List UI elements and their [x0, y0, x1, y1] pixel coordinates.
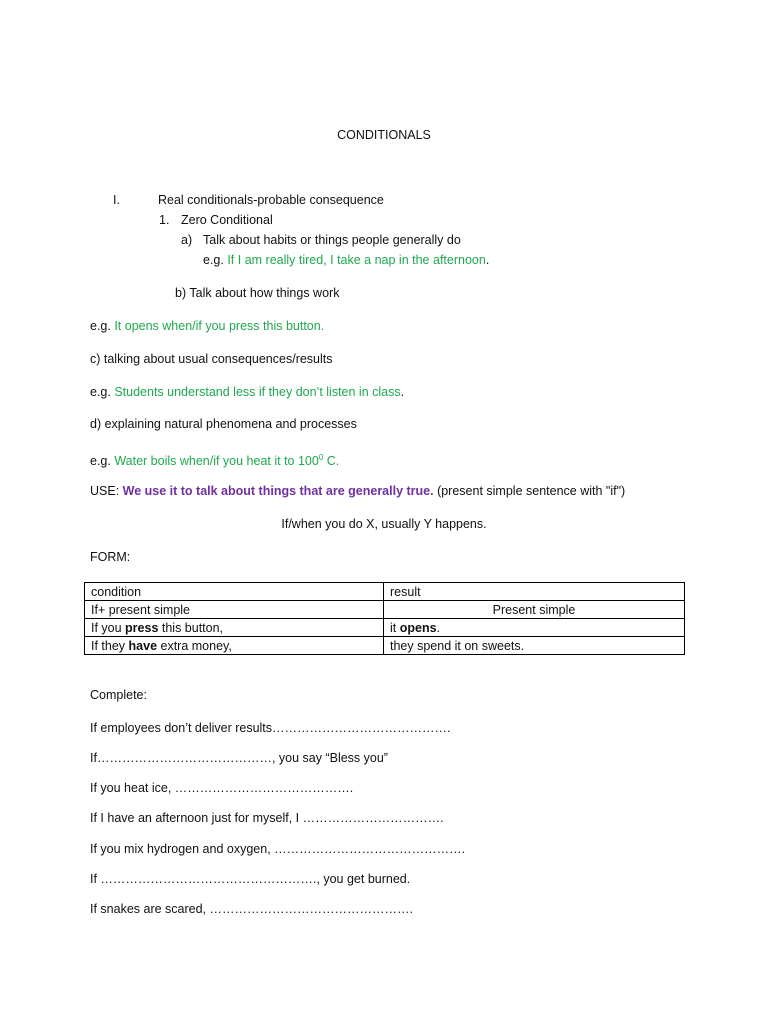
table-header-result: result	[384, 583, 685, 601]
use-label: USE:	[90, 484, 123, 498]
formula: If/when you do X, usually Y happens.	[281, 517, 487, 531]
cell-text: it	[390, 620, 400, 635]
cell-text: If they	[91, 638, 129, 653]
table-row	[85, 583, 685, 601]
use-note: (present simple sentence with "if")	[433, 484, 626, 498]
exercise-item: If I have an afternoon just for myself, I …………………………….	[90, 811, 444, 825]
degree-superscript: 0	[318, 453, 324, 462]
cell-text: extra money,	[157, 638, 232, 653]
section-heading: Real conditionals-probable consequence	[158, 193, 384, 207]
example-c	[90, 384, 404, 400]
exercise-item: If employees don’t deliver results…………………………………….	[90, 721, 451, 735]
table-row	[85, 619, 685, 637]
point-a-marker: a)	[181, 233, 193, 247]
example-text-before: Water boils when/if you heat it to 100	[114, 454, 319, 469]
example-text: Students understand less if they don’t listen in class	[114, 385, 401, 399]
exercise-item: If……………………………………, you say “Bless you”	[90, 751, 388, 765]
point-d: d) explaining natural phenomena and processes	[90, 417, 357, 431]
example-b	[90, 318, 324, 334]
section-numeral: I.	[113, 193, 120, 207]
exercise-item: If ……………………………………………., you get burned.	[90, 872, 411, 886]
example-d	[90, 450, 339, 469]
example-text-after: C.	[323, 454, 340, 469]
table-row	[85, 601, 685, 619]
table-cell: Present simple	[384, 601, 685, 619]
example-prefix: e.g.	[90, 385, 115, 399]
use-highlight: We use it to talk about things that are generally true.	[122, 484, 434, 498]
example-prefix: e.g.	[203, 253, 228, 267]
form-table	[84, 582, 685, 655]
exercise-item: If snakes are scared, ………………………………………….	[90, 902, 413, 916]
table-cell: they spend it on sweets.	[384, 637, 685, 655]
example-text: It opens when/if you press this button.	[114, 319, 325, 333]
table-cell	[384, 619, 685, 637]
table-cell: If+ present simple	[85, 601, 384, 619]
subsection-number: 1.	[159, 213, 170, 227]
example-text	[114, 454, 339, 468]
table-cell	[85, 637, 384, 655]
example-text: If I am really tired, I take a nap in the afternoon	[227, 253, 486, 267]
cell-text: this button,	[158, 620, 224, 635]
cell-bold-verb: press	[125, 620, 159, 635]
point-c: c) talking about usual consequences/results	[90, 352, 333, 366]
complete-label: Complete:	[90, 688, 147, 702]
form-label: FORM:	[90, 550, 131, 564]
exercise-item: If you heat ice, …………………………………….	[90, 781, 354, 795]
table-row	[85, 637, 685, 655]
cell-text: If you	[91, 620, 126, 635]
point-b: b) Talk about how things work	[175, 286, 340, 300]
use-line	[90, 483, 625, 499]
table-cell	[85, 619, 384, 637]
example-prefix: e.g.	[90, 319, 115, 333]
example-suffix: .	[400, 385, 405, 399]
example-suffix: .	[485, 253, 490, 267]
cell-bold-verb: opens	[399, 620, 437, 635]
point-a-text: Talk about habits or things people generally do	[203, 233, 461, 247]
table-header-condition: condition	[85, 583, 384, 601]
subsection-heading: Zero Conditional	[181, 213, 273, 227]
exercise-item: If you mix hydrogen and oxygen, ……………………………………….	[90, 842, 466, 856]
page-title: CONDITIONALS	[337, 128, 431, 142]
example-prefix: e.g.	[90, 454, 115, 469]
cell-text: .	[436, 620, 441, 635]
example-a	[203, 252, 489, 268]
cell-bold-verb: have	[128, 638, 158, 653]
